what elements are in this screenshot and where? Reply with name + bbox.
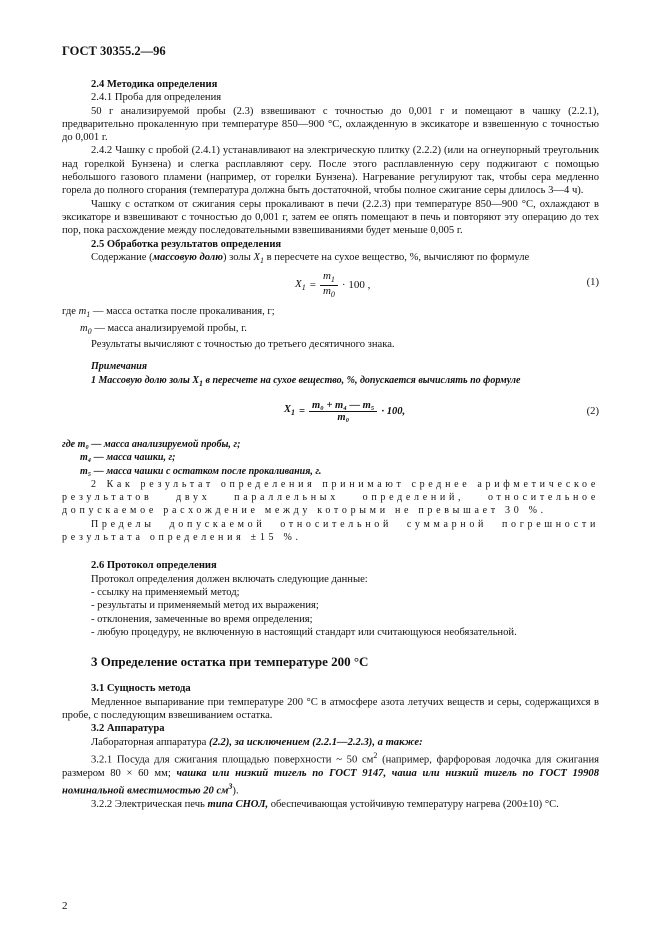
note-where-m5: m₅ — масса чашки с остатком после прокаливания, г.: [80, 465, 322, 477]
paragraph-2-4-2: 2.4.2 Чашку с пробой (2.4.1) устанавливают на электрическую плитку (2.2.2) (или на огнеупорный треугольник над горелкой Бунзена) и слегка расплавляют серу. После этого расплавленную серу поджигают с помощью небольшого газового пламени (например, от горелки Бунзена). Нагревание регулируют так, чтобы сера медленно горела до полного сгорания (температура должна быть достаточной, чтобы полное сжигание серы длилось 3—4 ч).: [62, 145, 599, 197]
equation-1-number: (1): [586, 277, 599, 289]
paragraph-2-4-3: Чашку с остатком от сжигания серы прокаливают в печи (2.2.3) при температуре 850—900 °С, охлаждают в эксикаторе и взвешивают с точностью до 0,001 г, затем ее опять помещают в печь и повторяют эту операцию до тех пор, пока расхождение между последовательными взвешиваниями будет меньше 0,005 г.: [62, 198, 599, 237]
page-content: [62, 78, 599, 811]
protocol-item-2: - результаты и применяемый метод их выражения;: [91, 600, 319, 612]
section-3-2-title: 3.2 Аппаратура: [91, 723, 165, 735]
standard-number: ГОСТ 30355.2—96: [62, 44, 166, 58]
eq1-lhs: $X_1$: [295, 277, 306, 292]
protocol-item-4: - любую процедуру, не включенную в настоящий стандарт или считающуюся необязательной.: [91, 626, 517, 638]
equation-1: $X_1$ = $\frac{m_1}{m_0}$ · 100 , (1): [295, 270, 599, 300]
where-m0: $m_0$ — масса анализируемой пробы, г.: [80, 322, 247, 336]
protocol-item-3: - отклонения, замеченные во время определения;: [91, 613, 313, 625]
subsection-2-4-1: 2.4.1 Проба для определения: [91, 92, 222, 104]
equation-2: $X_1$ = $\frac{\text{m₀ + m₄ — m₅}}{\text{m₀}}$ · 100, (2): [284, 399, 599, 423]
section-3-1-text: Медленное выпаривание при температуре 200 °С в атмосфере азота летучих веществ и серы, содержащихся в пробе, с последующим взвешиванием остатка.: [62, 696, 599, 722]
eq2-lhs: $X_1$: [284, 404, 296, 418]
protocol-item-1: - ссылку на применяемый метод;: [91, 586, 240, 598]
note-1: 1 Массовую долю золы $X_1$ в пересчете на сухое вещество, %, допускается вычислять по формуле: [91, 374, 521, 388]
equation-2-number: (2): [586, 405, 599, 417]
protocol-intro: Протокол определения должен включать следующие данные:: [91, 573, 368, 585]
section-2-4-title: 2.4 Методика определения: [91, 79, 218, 90]
note-2: 2 Как результат определения принимают среднее арифметическое результатов двух параллельных определений, относительное допускаемое расхождение между которыми не превышает 30 %.: [62, 478, 599, 517]
section-3-1-title: 3.1 Сущность метода: [91, 683, 191, 695]
notes-title: Примечания: [91, 361, 148, 373]
result-precision: Результаты вычисляют с точностью до третьего десятичного знака.: [91, 339, 395, 351]
where-m1: где $m_1$ — масса остатка после прокаливания, г;: [62, 306, 275, 320]
paragraph-2-4-1: 50 г анализируемой пробы (2.3) взвешивают с точностью до 0,001 г и помещают в чашку (2.2.1), предварительно прокаленную при температуре 850—900 °С, охлажденную в эксикаторе и взвешенную с точностью до 0,001 г.: [62, 105, 599, 144]
section-2-5-title: 2.5 Обработка результатов определения: [91, 238, 282, 250]
paragraph-3-2-1: 3.2.1 Посуда для сжигания площадью поверхности ~ 50 $см^2$ (например, фарфоровая лодочка для сжигания размером 80 × 60 мм; чашка или низкий тигель по ГОСТ 9147, чаша или низкий тигель по ГОСТ 19908 номинальной вместимостью 20 $см^3$).: [62, 750, 600, 797]
eq1-fraction: $\frac{m_1}{m_0}$: [320, 271, 338, 300]
formula-intro: Содержание (массовую долю) золы $X_1$ в пересчете на сухое вещество, %, вычисляют по формуле: [91, 251, 530, 265]
section-2-6-title: 2.6 Протокол определения: [91, 560, 217, 572]
page-number: 2: [62, 900, 68, 912]
section-3-2-intro: Лабораторная аппаратура (2.2), за исключением (2.2.1—2.2.3), а также:: [91, 736, 423, 748]
section-3-title: 3 Определение остатка при температуре 200 °С: [91, 654, 369, 670]
eq2-fraction: $\frac{\text{m₀ + m₄ — m₅}}{\text{m₀}}$: [309, 400, 377, 423]
paragraph-3-2-2: 3.2.2 Электрическая печь типа СНОЛ, обеспечивающая устойчивую температуру нагрева (200±10) °С.: [91, 798, 559, 810]
note-where-m4: m₄ — масса чашки, г;: [80, 452, 176, 464]
note-3: Пределы допускаемой относительной суммарной погрешности результата определения ±15 %.: [62, 518, 599, 544]
note-where-m0: где m₀ — масса анализируемой пробы, г;: [62, 438, 241, 450]
